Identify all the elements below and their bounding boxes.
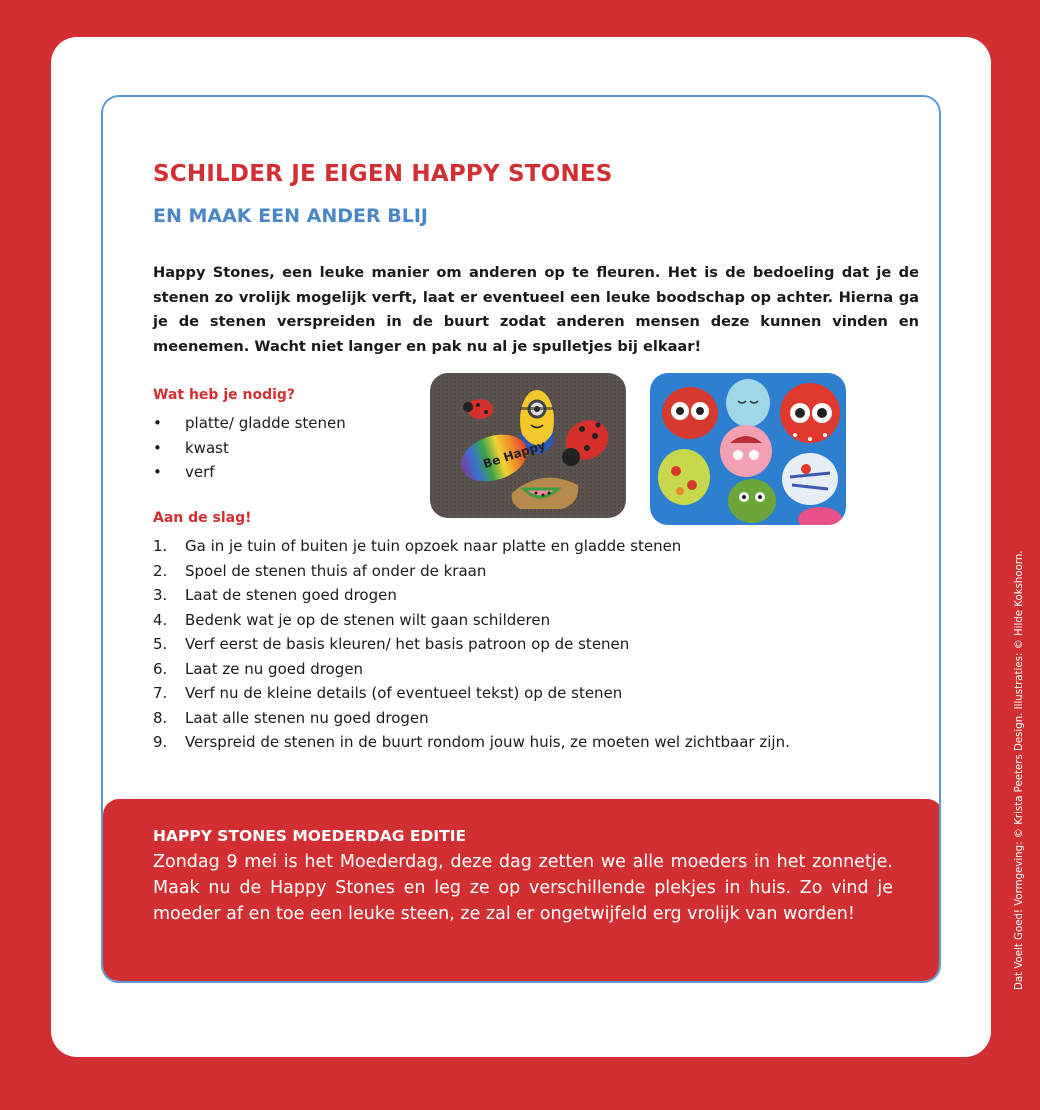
page-subtitle: EN MAAK EEN ANDER BLIJ	[153, 205, 428, 227]
step-text: Spoel de stenen thuis af onder de kraan	[185, 561, 487, 580]
list-item-text: platte/ gladde stenen	[185, 414, 346, 432]
steps-heading: Aan de slag!	[153, 510, 252, 526]
list-item	[153, 681, 790, 706]
list-item-text: kwast	[185, 438, 229, 457]
step-number: 5.	[153, 635, 168, 653]
list-item	[153, 534, 790, 559]
list-item	[153, 583, 790, 608]
step-text: Laat ze nu goed drogen	[185, 659, 364, 678]
step-number: 7.	[153, 684, 168, 702]
step-text: Laat alle stenen nu goed drogen	[185, 708, 429, 727]
list-item	[153, 608, 790, 633]
step-number: 6.	[153, 659, 168, 678]
step-text: Verf eerst de basis kleuren/ het basis patroon op de stenen	[185, 635, 630, 653]
list-item	[153, 559, 790, 584]
list-item-text: verf	[185, 463, 215, 481]
list-item	[153, 706, 790, 731]
painted-stones-illustration	[430, 373, 626, 518]
step-number: 3.	[153, 586, 168, 604]
list-item	[153, 657, 790, 682]
list-item	[153, 632, 790, 657]
owl-stones-photo	[650, 373, 846, 525]
owl-stones-illustration	[650, 373, 846, 525]
step-number: 1.	[153, 537, 168, 555]
banner-title: HAPPY STONES MOEDERDAG EDITIE	[153, 827, 467, 845]
banner-text: Zondag 9 mei is het Moederdag, deze dag zetten we alle moeders in het zonnetje. Maak nu de Happy Stones en leg ze op verschillende plekjes in huis. Zo vind je moeder af en toe een leuke steen, ze zal er ongetwijfeld erg vrolijk van worden!	[153, 852, 893, 924]
step-number: 2.	[153, 561, 168, 580]
mothers-day-banner	[103, 799, 941, 983]
bullet: •	[153, 438, 162, 457]
step-text: Verspreid de stenen in de buurt rondom jouw huis, ze moeten wel zichtbaar zijn.	[185, 733, 790, 751]
steps-list	[153, 534, 790, 755]
bullet: •	[153, 414, 162, 432]
step-text: Ga in je tuin of buiten je tuin opzoek naar platte en gladde stenen	[185, 537, 682, 555]
page-title: SCHILDER JE EIGEN HAPPY STONES	[153, 161, 613, 187]
step-text: Verf nu de kleine details (of eventueel tekst) op de stenen	[185, 684, 623, 702]
needs-heading: Wat heb je nodig?	[153, 387, 296, 403]
painted-stones-photo	[430, 373, 626, 518]
list-item	[153, 730, 790, 755]
list-item	[153, 460, 346, 485]
bullet: •	[153, 463, 162, 481]
credit-line: Dat Voelt Goed! Vormgeving: © Krista Peeters Design. Illustraties: © Hilde Kokshoorn.	[1014, 550, 1025, 990]
step-number: 4.	[153, 610, 168, 629]
list-item	[153, 436, 346, 461]
content-card	[101, 95, 941, 983]
step-text: Bedenk wat je op de stenen wilt gaan schilderen	[185, 610, 551, 629]
needs-list	[153, 411, 346, 485]
step-text: Laat de stenen goed drogen	[185, 586, 397, 604]
step-number: 8.	[153, 708, 168, 727]
step-number: 9.	[153, 733, 168, 751]
intro-paragraph: Happy Stones, een leuke manier om anderen op te fleuren. Het is de bedoeling dat je de stenen zo vrolijk mogelijk verft, laat er eventueel een leuke boodschap op achter. Hierna ga je de stenen verspreiden in de buurt zodat anderen mensen deze kunnen vinden en meenemen. Wacht niet langer en pak nu al je spulletjes bij elkaar!	[153, 264, 919, 355]
list-item	[153, 411, 346, 436]
stone-lettering: Be Happy	[481, 437, 548, 472]
